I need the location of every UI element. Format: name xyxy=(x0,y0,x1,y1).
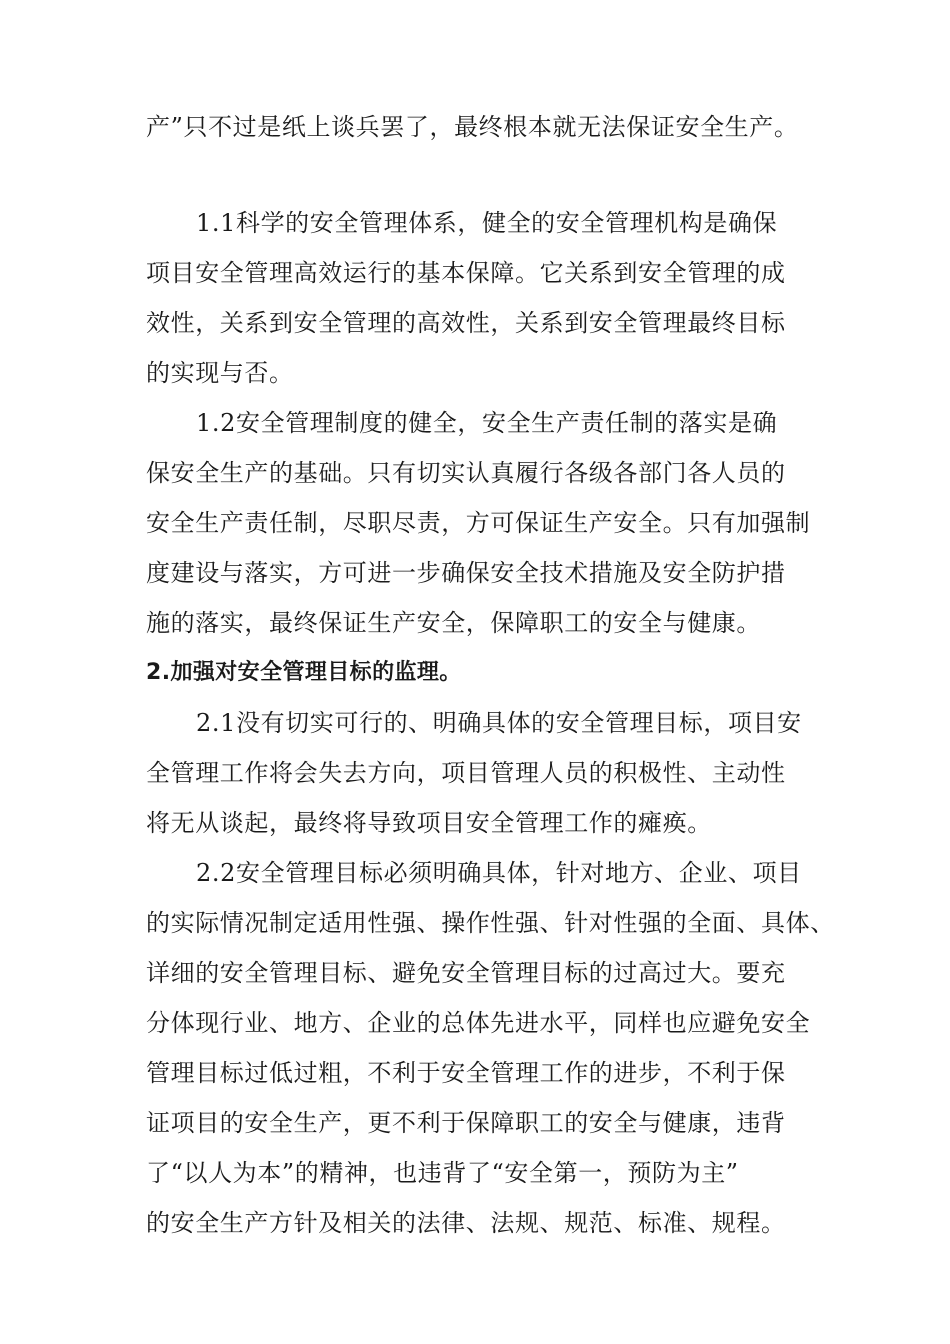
paragraph-line: 项目安全管理高效运行的基本保障。它关系到安全管理的成 xyxy=(146,259,786,287)
paragraph-line: 效性，关系到安全管理的高效性，关系到安全管理最终目标 xyxy=(146,309,786,337)
paragraph-line: 施的落实，最终保证生产安全，保障职工的安全与健康。 xyxy=(146,609,761,637)
paragraph-line-continuation: 产”只不过是纸上谈兵罢了，最终根本就无法保证安全生产。 xyxy=(146,113,799,141)
paragraph-line: 的安全生产方针及相关的法律、法规、规范、标准、规程。 xyxy=(146,1209,786,1237)
paragraph-line: 的实现与否。 xyxy=(146,359,294,387)
paragraph-line-1-1: 1.1科学的安全管理体系，健全的安全管理机构是确保 xyxy=(196,209,778,237)
paragraph-line: 证项目的安全生产，更不利于保障职工的安全与健康，违背 xyxy=(146,1109,786,1137)
paragraph-line: 管理目标过低过粗，不利于安全管理工作的进步，不利于保 xyxy=(146,1059,786,1087)
paragraph-line-2-1: 2.1没有切实可行的、明确具体的安全管理目标，项目安 xyxy=(196,709,802,737)
paragraph-line: 了“以人为本”的精神，也违背了“安全第一，预防为主” xyxy=(146,1159,739,1187)
paragraph-line: 将无从谈起，最终将导致项目安全管理工作的瘫痪。 xyxy=(146,809,712,837)
paragraph-line-2-2: 2.2安全管理目标必须明确具体，针对地方、企业、项目 xyxy=(196,859,802,887)
section-heading-2: 2.加强对安全管理目标的监理。 xyxy=(146,660,462,685)
paragraph-line: 的实际情况制定适用性强、操作性强、针对性强的全面、具体、 xyxy=(146,909,835,937)
paragraph-line-1-2: 1.2安全管理制度的健全，安全生产责任制的落实是确 xyxy=(196,409,778,437)
paragraph-line: 度建设与落实，方可进一步确保安全技术措施及安全防护措 xyxy=(146,559,786,587)
paragraph-line: 全管理工作将会失去方向，项目管理人员的积极性、主动性 xyxy=(146,759,786,787)
paragraph-line: 详细的安全管理目标、避免安全管理目标的过高过大。要充 xyxy=(146,959,786,987)
paragraph-line: 分体现行业、地方、企业的总体先进水平，同样也应避免安全 xyxy=(146,1009,811,1037)
paragraph-line: 安全生产责任制，尽职尽责，方可保证生产安全。只有加强制 xyxy=(146,509,811,537)
paragraph-line: 保安全生产的基础。只有切实认真履行各级各部门各人员的 xyxy=(146,459,786,487)
